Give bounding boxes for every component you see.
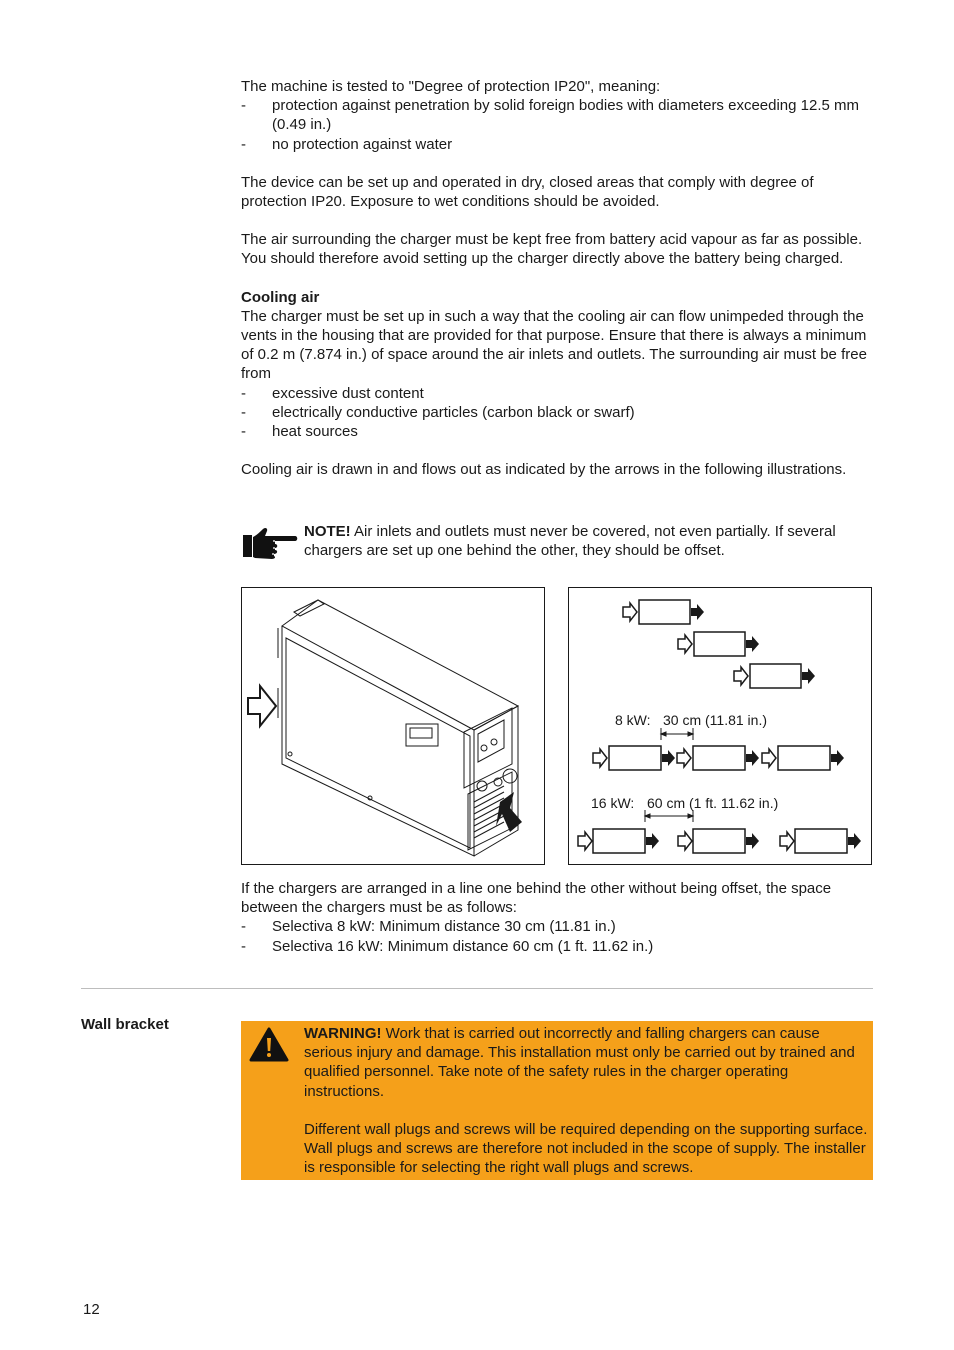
list-item: - heat sources [241, 423, 358, 441]
label-16kw: 16 kW: [591, 795, 635, 811]
distance-8kw: 30 cm (11.81 in.) [663, 712, 768, 728]
row-8kw-charger-2 [677, 746, 759, 770]
dry-paragraph: The device can be set up and operated in dry, closed areas that comply with degree of protection IP20. Exposure to wet conditions should be avoided. [241, 173, 814, 211]
list-item: - protection against penetration by solid foreign bodies with diameters exceeding 12.5 mm (0.49 in.) [241, 97, 860, 134]
list-item: - Selectiva 8 kW: Minimum distance 30 cm (11.81 in.) [241, 918, 616, 936]
air-inlet-arrow-icon [248, 686, 276, 726]
warning-block [241, 1021, 873, 1180]
charger-illustration [241, 587, 545, 865]
offset-charger-3 [734, 664, 815, 688]
warning-triangle-icon [249, 1027, 289, 1068]
row-8kw-charger-1 [593, 746, 675, 770]
arrangement-paragraph: If the chargers are arranged in a line one behind the other without being offset, the space between the chargers must be as follows: [241, 880, 832, 917]
list-item: - excessive dust content [241, 384, 424, 402]
pointing-hand-icon [241, 526, 299, 565]
cooling-bullet-list [241, 384, 873, 442]
acid-paragraph: The air surrounding the charger must be kept free from battery acid vapour as far as possible. You should therefore avoid setting up the charger directly above the battery being charged. [241, 231, 863, 268]
distance-16kw: 60 cm (1 ft. 11.62 in.) [647, 795, 779, 811]
arrangement-section [241, 879, 873, 956]
arrangement-bullet-list [241, 917, 873, 955]
row-8kw-charger-3 [762, 746, 844, 770]
charger-drawing [242, 588, 544, 864]
offset-charger-2 [678, 632, 759, 656]
list-item: - Selectiva 16 kW: Minimum distance 60 cm (1 ft. 11.62 in.) [241, 937, 654, 955]
row-16kw-charger-1 [578, 829, 659, 853]
cooling-heading: Cooling air [241, 288, 320, 306]
row-16kw-charger-2 [678, 829, 759, 853]
cooling-paragraph: The charger must be set up in such a way that the cooling air can flow unimpeded through the vents in the housing that are provided for that purpose. Ensure that there is always a minimum of 0.2 m (7.874 in.) of space around the air inlets and outlets. The surrounding air must be free from [241, 307, 867, 383]
note-block [241, 520, 873, 568]
offset-charger-1 [623, 600, 704, 624]
flow-paragraph: Cooling air is drawn in and flows out as indicated by the arrows in the following illustrations. [241, 461, 847, 479]
ip-bullet-list [241, 96, 873, 154]
note-text: NOTE! Air inlets and outlets must never be covered, not even partially. If several chargers are set up one behind the other, they should be offset. [304, 523, 836, 560]
label-8kw: 8 kW: [615, 712, 651, 728]
ip-line: The machine is tested to "Degree of protection IP20", meaning: [241, 78, 661, 95]
list-item: - no protection against water [241, 135, 453, 153]
section-divider [81, 988, 873, 989]
warning-text: WARNING! Work that is carried out incorrectly and falling chargers can cause serious injury and damage. This installation must only be carried out by trained and qualified personnel. Take note of the safety rules in the charger operating instructions. Different wall plugs and screws will be required depending on the supporting surface. Wall plugs and screws are therefore not included in the scope of supply. The installer is responsible for selecting the right wall plugs and screws. [304, 1024, 870, 1177]
arrangement-diagram [568, 587, 872, 865]
page-number: 12 [83, 1301, 100, 1318]
warning-paragraph-2: Different wall plugs and screws will be required depending on the supporting surface. Wall plugs and screws are therefore not included in the scope of supply. The installer is responsible for selecting the right wall plugs and screws. [304, 1120, 868, 1177]
list-item: - electrically conductive particles (carbon black or swarf) [241, 403, 635, 421]
row-16kw-charger-3 [780, 829, 861, 853]
wall-bracket-heading: Wall bracket [81, 1016, 169, 1033]
intro-section [241, 77, 873, 479]
